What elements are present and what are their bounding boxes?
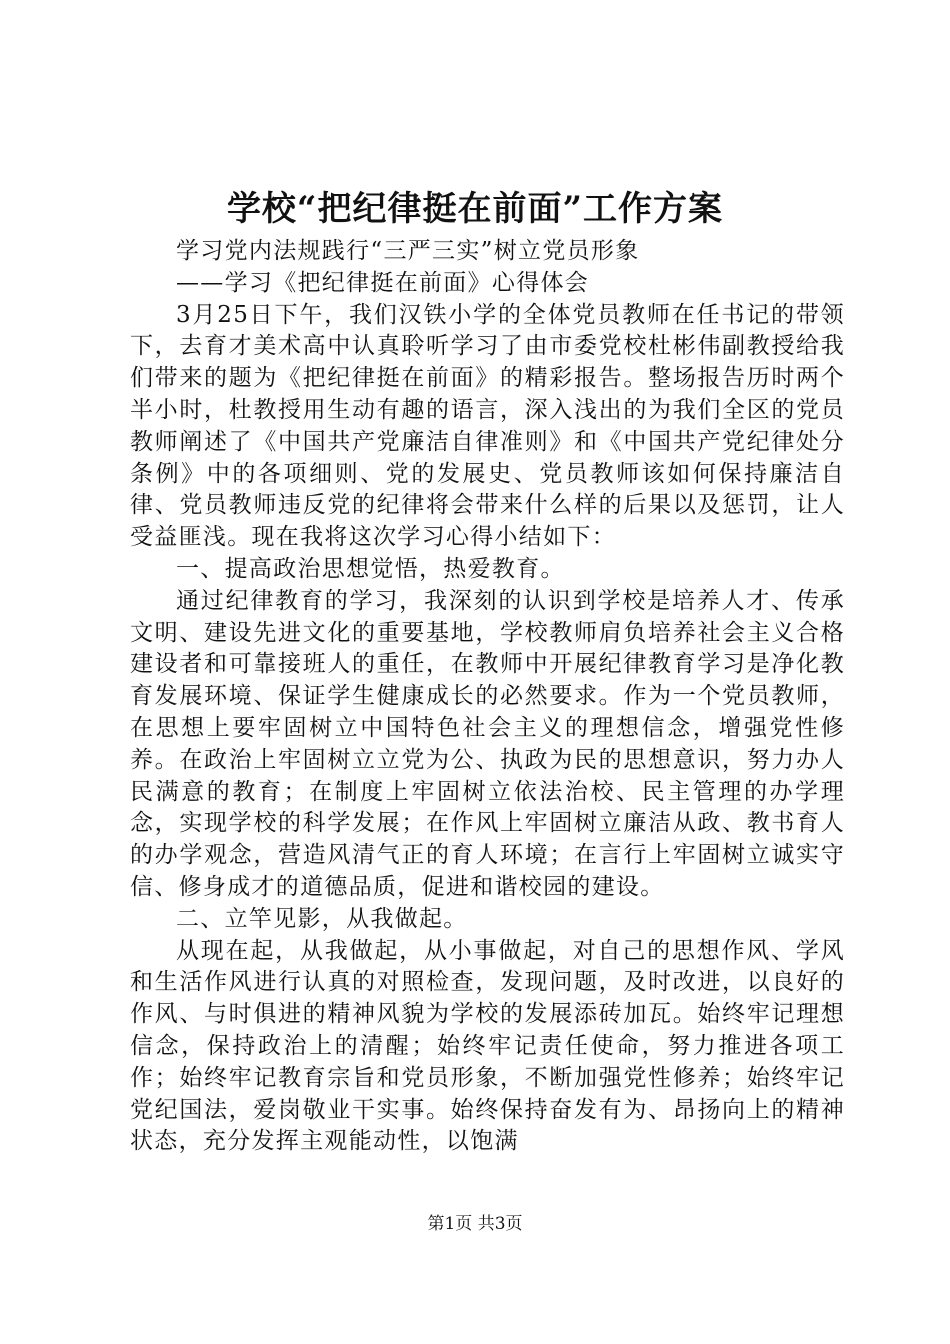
- document-body: [130, 236, 845, 1158]
- subtitle-line-1: 学习党内法规践行“三严三实”树立党员形象: [176, 238, 640, 264]
- page-number-footer: 第1页 共3页: [427, 1214, 523, 1234]
- subtitle-line-2: ——学习《把纪律挺在前面》心得体会: [176, 269, 590, 296]
- paragraph-intro: 3月25日下午，我们汉铁小学的全体党员教师在任书记的带领下，去育才美术高中认真聆听学习了由市委党校杜彬伟副教授给我们带来的题为《把纪律挺在前面》的精彩报告。整场报告历时两个半小时，杜教授用生动有趣的语言，深入浅出的为我们全区的党员教师阐述了《中国共产党廉洁自律准则》和《中国共产党纪律处分条例》中的各项细则、党的发展史、党员教师该如何保持廉洁自律、党员教师违反党的纪律将会带来什么样的后果以及惩罚，让人受益匪浅。现在我将这次学习心得小结如下：: [130, 301, 845, 551]
- section-heading-2: 二、立竿见影，从我做起。: [176, 905, 468, 932]
- paragraph-section-1: 通过纪律教育的学习，我深刻的认识到学校是培养人才、传承文明、建设先进文化的重要基地，学校教师肩负培养社会主义合格建设者和可靠接班人的重任，在教师中开展纪律教育学习是净化教育发展环境、保证学生健康成长的必然要求。作为一个党员教师，在思想上要牢固树立中国特色社会主义的理想信念，增强党性修养。在政治上牢固树立立党为公、执政为民的思想意识，努力办人民满意的教育；在制度上牢固树立依法治校、民主管理的办学理念，实现学校的科学发展；在作风上牢固树立廉洁从政、教书育人的办学观念，营造风清气正的育人环境；在言行上牢固树立诚实守信、修身成才的道德品质，促进和谐校园的建设。: [130, 587, 845, 900]
- section-heading-1: 一、提高政治思想觉悟，热爱教育。: [176, 555, 565, 582]
- paragraph-section-2: 从现在起，从我做起，从小事做起，对自己的思想作风、学风和生活作风进行认真的对照检查，发现问题，及时改进，以良好的作风、与时俱进的精神风貌为学校的发展添砖加瓦。始终牢记理想信念，保持政治上的清醒；始终牢记责任使命，努力推进各项工作；始终牢记教育宗旨和党员形象，不断加强党性修养；始终牢记党纪国法，爱岗敬业干实事。始终保持奋发有为、昂扬向上的精神状态，充分发挥主观能动性，以饱满: [130, 937, 845, 1155]
- document-title: 学校“把纪律挺在前面”工作方案: [226, 189, 724, 229]
